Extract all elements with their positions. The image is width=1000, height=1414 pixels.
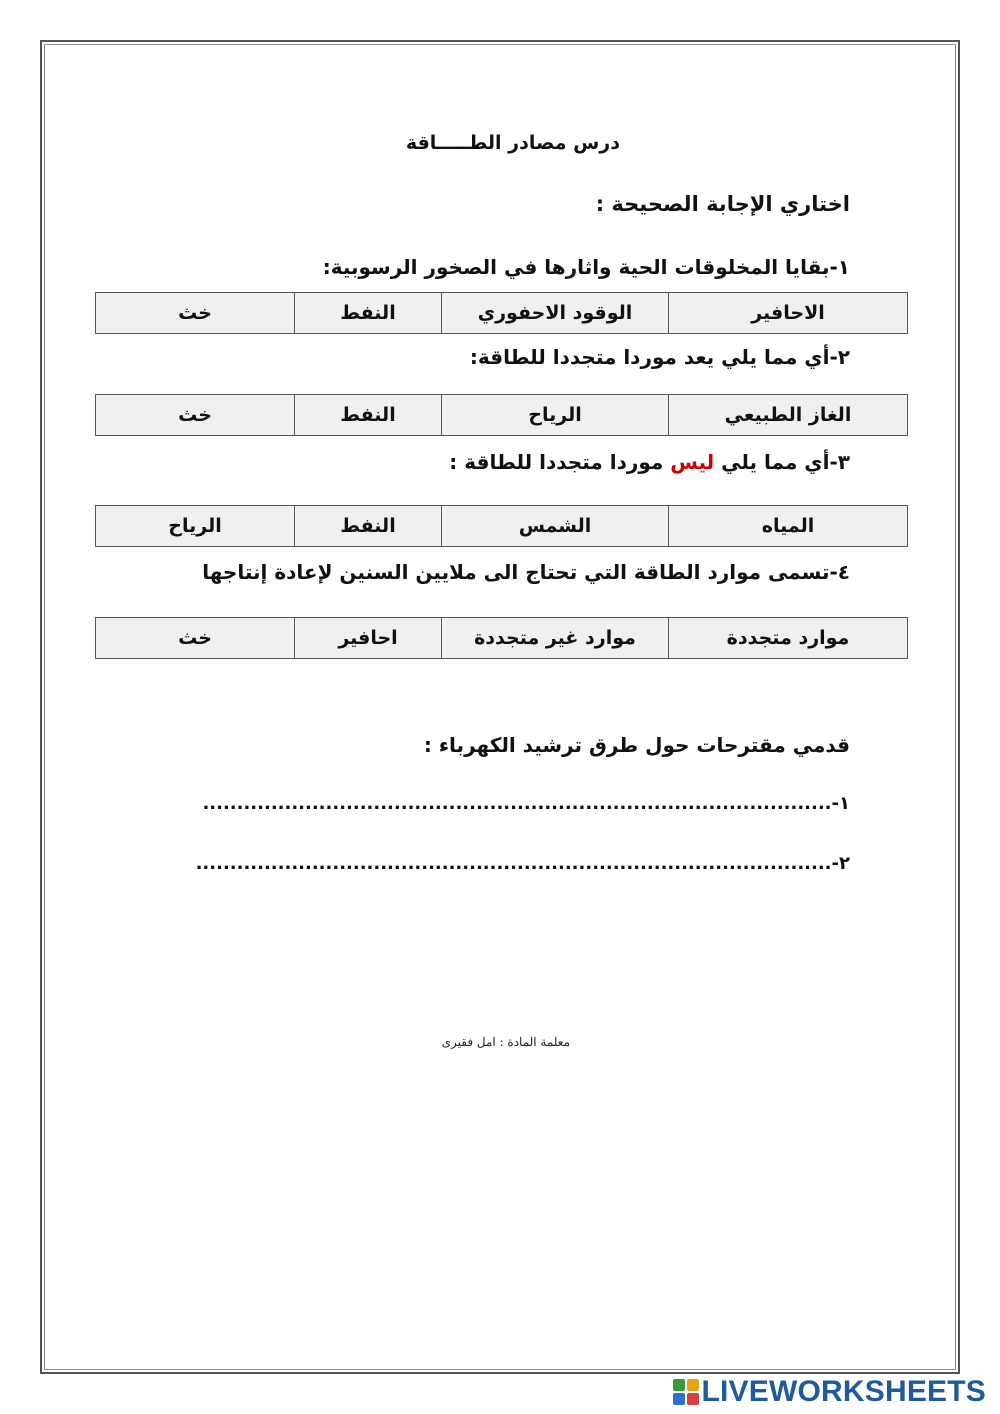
option-cell[interactable]: الغاز الطبيعي [669,395,908,436]
option-cell[interactable]: النفط [295,293,442,334]
page-border-inner [44,44,956,1370]
answer-line-1[interactable]: ١-............................................................................................ [202,793,850,814]
option-cell[interactable]: خث [96,395,295,436]
option-cell[interactable]: احافير [295,618,442,659]
logo-square [687,1379,699,1391]
teacher-name: معلمة المادة : امل فقيرى [441,1035,570,1049]
question-3-options [95,505,908,547]
logo-square [673,1393,685,1405]
option-cell[interactable]: الرياح [442,395,669,436]
question-3-text-end: موردا متجددا للطاقة : [449,450,671,474]
option-cell[interactable]: خث [96,293,295,334]
question-2-options [95,394,908,436]
option-cell[interactable]: موارد متجددة [669,618,908,659]
suggestions-prompt: قدمي مقترحات حول طرق ترشيد الكهرباء : [423,733,850,757]
option-cell[interactable]: الوقود الاحفوري [442,293,669,334]
option-cell[interactable]: النفط [295,506,442,547]
question-1-options [95,292,908,334]
option-cell[interactable]: خث [96,618,295,659]
option-cell[interactable]: موارد غير متجددة [442,618,669,659]
option-cell[interactable]: الاحافير [669,293,908,334]
brand-logo-icon [673,1379,699,1405]
instruction-heading: اختاري الإجابة الصحيحة : [595,192,850,216]
question-3-highlight: ليس [670,450,715,474]
question-1: ١-بقايا المخلوقات الحية واثارها في الصخور الرسوبية: [322,255,850,279]
worksheet-title: درس مصادر الطـــــاقة [405,132,620,154]
brand-text: LIVEWORKSHEETS [701,1375,986,1408]
liveworksheets-logo [673,1372,987,1412]
question-4-options [95,617,908,659]
question-4: ٤-تسمى موارد الطاقة التي تحتاج الى ملايين السنين لإعادة إنتاجها [202,560,850,584]
question-3 [449,450,850,474]
option-cell[interactable]: المياه [669,506,908,547]
option-cell[interactable]: الشمس [442,506,669,547]
option-cell[interactable]: النفط [295,395,442,436]
logo-square [673,1379,685,1391]
logo-square [687,1393,699,1405]
option-cell[interactable]: الرياح [96,506,295,547]
question-2: ٢-أي مما يلي يعد موردا متجددا للطاقة: [469,345,850,369]
question-3-text-start: ٣-أي مما يلي [714,450,850,474]
answer-line-2[interactable]: ٢-............................................................................................. [195,853,850,874]
